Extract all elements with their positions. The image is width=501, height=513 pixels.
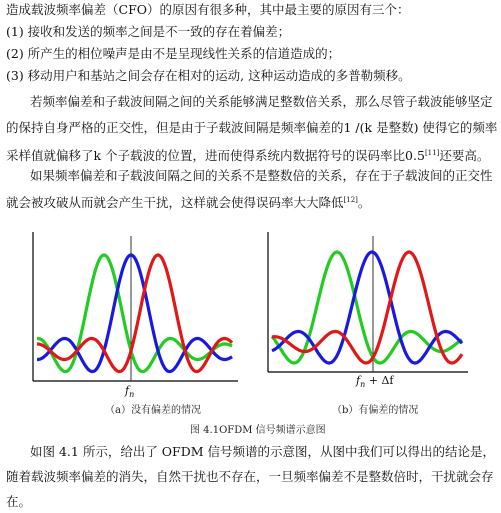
citation-11: [11] xyxy=(424,149,440,157)
paragraph-integer-offset-cont: 的保持自身严格的正交性，但是由于子载波间隔是频率偏差的1 /(k 是整数) 使得它的频率 xyxy=(6,120,498,135)
caption-b: （b）有偏差的情况 xyxy=(332,405,419,416)
list-item-1: (1) 接收和发送的频率之间是不一致的存在着偏差； xyxy=(6,24,291,39)
figure-title: 图 4.1OFDM 信号频谱示意图 xyxy=(190,425,326,436)
fig-a-subcarrier-red xyxy=(37,255,232,372)
citation-12: [12] xyxy=(343,196,358,204)
paragraph-intro: 造成载波频率偏差（CFO）的原因有很多种，其中最主要的原因有三个： xyxy=(6,2,410,17)
fig-a-subcarrier-green xyxy=(37,255,232,372)
paragraph-figure-desc-end: 在。 xyxy=(6,494,32,509)
fig-a-subcarrier-blue xyxy=(37,255,232,372)
list-item-2: (2) 所产生的相位噪声是由不是呈现线性关系的信道造成的； xyxy=(6,46,341,61)
list-item-3: (3) 移动用户和基站之间会存在相对的运动, 这种运动造成的多普勒频移。 xyxy=(6,68,411,83)
caption-a: （a）没有偏差的情况 xyxy=(105,405,201,416)
paragraph-integer-offset: 若频率偏差和子载波间隔之间的关系能够满足整数倍关系，那么尽管子载波能够坚定 xyxy=(30,94,493,109)
paragraph-noninteger-offset-cont: 就会被攻破从而就会产生干扰，这样就会使得误码率大大降低[12]。 xyxy=(6,195,371,210)
fig-a-tick-fn: $f_n$ xyxy=(125,384,135,399)
fig-b-subcarrier-green xyxy=(272,252,462,363)
paragraph-figure-desc-cont: 随着载波频率偏差的消失，自然干扰也不存在，一旦频率偏差不是整数倍时，干扰就会存 xyxy=(6,469,494,484)
paragraph-integer-offset-cont2: 采样值就偏移了k 个子载波的位置，进而使得系统内数据符号的误码率比0.5[11]还要高。 xyxy=(6,148,490,163)
paragraph-noninteger-offset: 如果频率偏差和子载波间隔之间的关系不是整数倍的关系，存在于子载波间的正交性 xyxy=(30,168,493,183)
fig-b-tick-fn-plus-df: $f_n + \Delta f$ xyxy=(356,374,394,389)
paragraph-figure-desc: 如图 4.1 所示，给出了 OFDM 信号频谱的示意图，从图中我们可以得出的结论是， xyxy=(30,444,496,459)
